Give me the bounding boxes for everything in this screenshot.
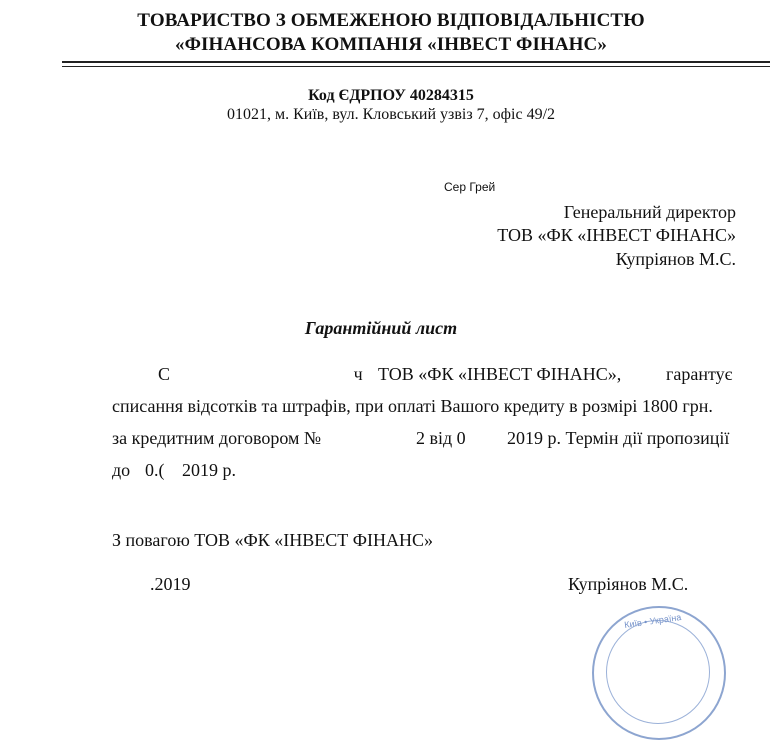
body-line-1-fragment-a: С (158, 364, 171, 384)
letter-title: Гарантійний лист (304, 318, 458, 338)
addressee-name: Купріянов М.С. (615, 249, 736, 269)
body-line-4-c: 2019 р. (182, 460, 236, 480)
company-name-line1: ТОВАРИСТВО З ОБМЕЖЕНОЮ ВІДПОВІДАЛЬНІСТЮ (137, 10, 645, 31)
body-line-1-start (158, 364, 170, 385)
recipient-note: Сер Грей (444, 180, 496, 194)
company-address: 01021, м. Київ, вул. Кловський узвіз 7, офіс 49/2 (226, 106, 556, 123)
body-line-1-end: гарантує (666, 364, 733, 384)
company-name-line2: «ФІНАНСОВА КОМПАНІЯ «ІНВЕСТ ФІНАНС» (175, 34, 607, 55)
closing-regards: З повагою ТОВ «ФК «ІНВЕСТ ФІНАНС» (112, 530, 433, 550)
body-line-3-c: 2019 р. Термін дії пропозиції (507, 428, 730, 448)
addressee-company: ТОВ «ФК «ІНВЕСТ ФІНАНС» (497, 225, 736, 245)
closing-signer: Купріянов М.С. (568, 574, 689, 594)
body-line-1-company: ТОВ «ФК «ІНВЕСТ ФІНАНС», (378, 364, 622, 384)
addressee-position: Генеральний директор (563, 202, 736, 222)
body-line-1-fragment-b: ч (350, 364, 363, 384)
body-line-4-b: 0.( (145, 460, 165, 480)
closing-date: .2019 (150, 574, 191, 594)
body-line-3-a: за кредитним договором № (112, 428, 322, 448)
stamp-inner-ring (606, 620, 710, 724)
edrpou-code: Код ЄДРПОУ 40284315 (308, 87, 474, 104)
company-stamp (592, 606, 726, 740)
header-rule-bottom (62, 66, 770, 67)
header-rule-top (62, 61, 770, 63)
body-line-3-b: 2 від 0 (416, 428, 466, 448)
body-line-4-a: до (112, 460, 131, 480)
stamp-text: Київ • Україна (623, 612, 682, 630)
body-line-2: списання відсотків та штрафів, при оплаті Вашого кредиту в розмірі 1800 грн. (112, 396, 713, 416)
